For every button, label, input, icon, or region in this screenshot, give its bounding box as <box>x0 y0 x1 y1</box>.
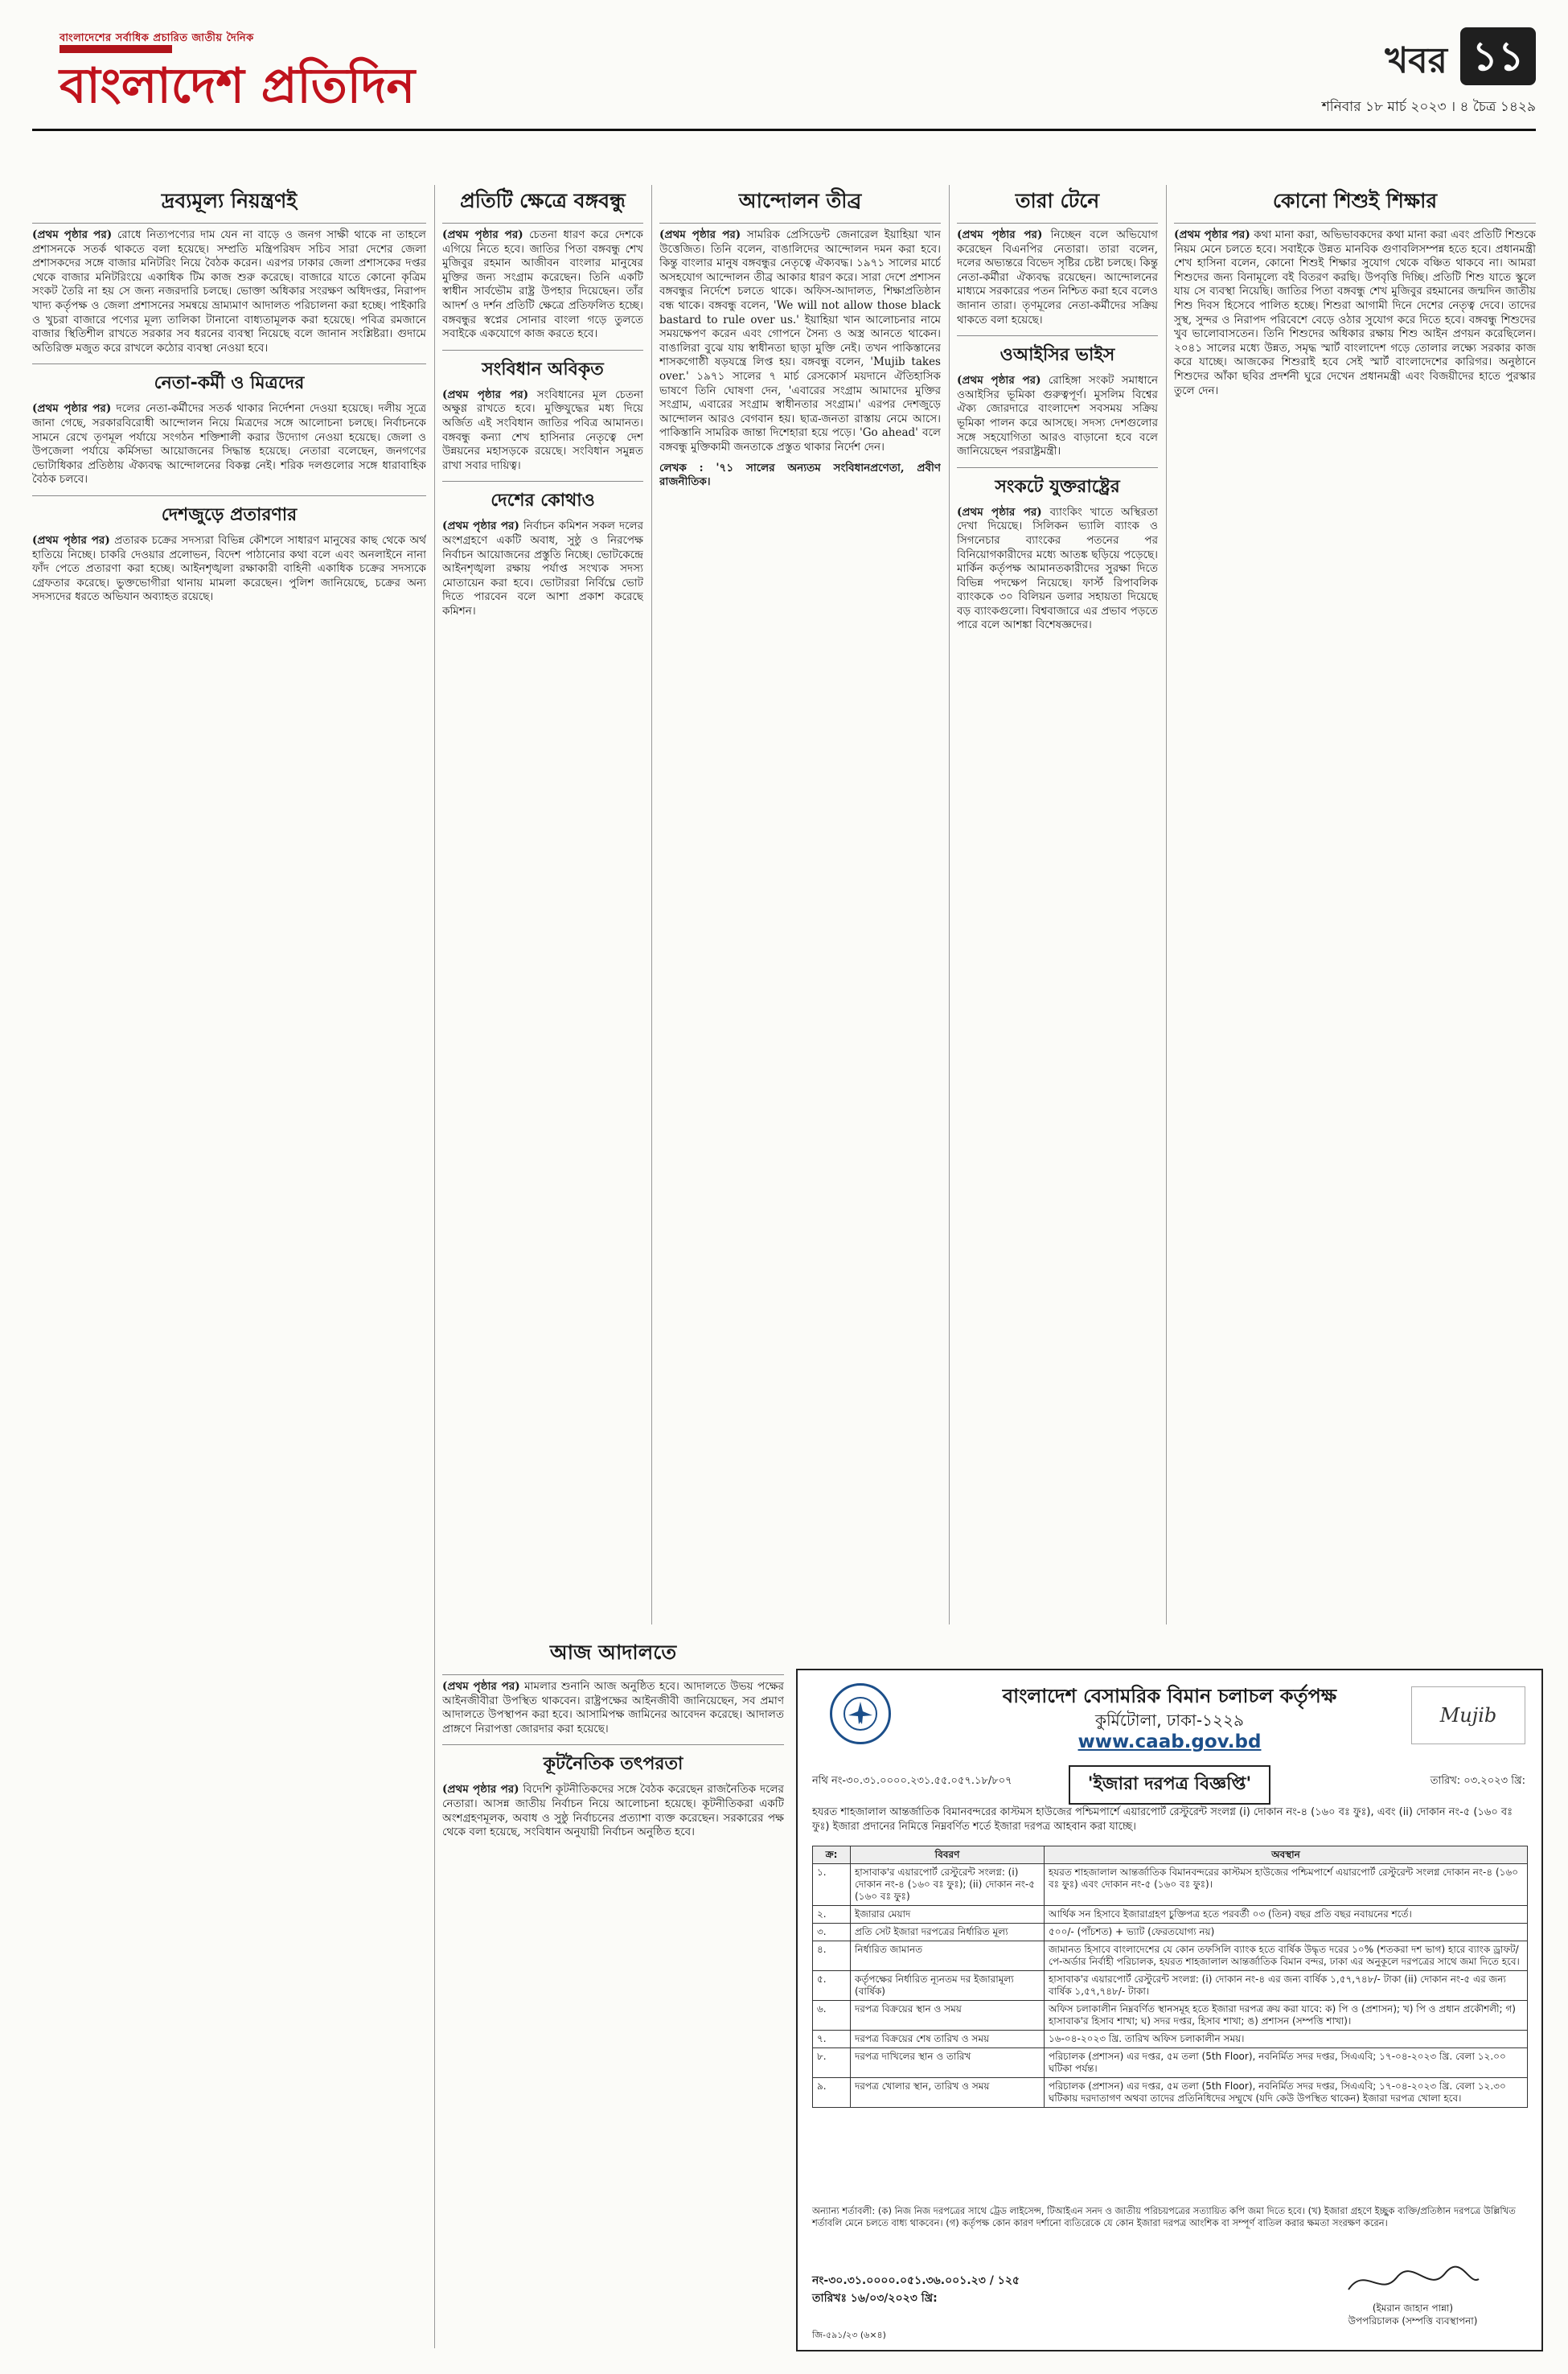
table-cell: ৬. <box>813 2001 851 2031</box>
mujib-logo: Mujib <box>1411 1686 1525 1744</box>
story-body <box>659 228 941 455</box>
story-headline: নেতা-কর্মী ও মিত্রদের <box>32 363 426 399</box>
table-cell: ৪. <box>813 1941 851 1971</box>
ad-intro: হযরত শাহজালাল আন্তর্জাতিক বিমানবন্দরের কাস্টমস হাউজের পশ্চিমপার্শে এয়ারপোর্ট রেস্টুরেন্ট সংলগ্ন (i) দোকান নং-৪ (১৬০ বঃ ফুঃ), এবং (ii) দোকান নং-৫ (১৬০ বঃ ফুঃ) ইজারা প্রদানের নিমিত্তে নিম্নবর্ণিত শর্তে ইজারা দরপত্র আহবান করা যাচ্ছে। <box>812 1806 1513 1833</box>
column-4 <box>957 185 1158 1624</box>
story-body <box>442 228 643 342</box>
signatory-name: (ইমরান জাহান পান্না) <box>1372 2302 1454 2314</box>
story-headline: দ্রব্যমূল্য নিয়ন্ত্রণই <box>32 185 426 224</box>
table-header-cell: বিবরণ <box>851 1846 1045 1864</box>
story-text: মামলার শুনানি আজ অনুষ্ঠিত হবে। আদালতে উভয় পক্ষের আইনজীবীরা উপস্থিত থাকবেন। রাষ্ট্রপক্ষের আইনজীবী জানিয়েছেন, সব প্রমাণ আদালতে উপস্থাপন করা হবে। আসামিপক্ষ জামিনের আবেদন করেছে। আদালত প্রাঙ্গণে নিরাপত্তা জোরদার করা হয়েছে। <box>442 1680 784 1735</box>
table-cell: অফিস চলাকালীন নিম্নবর্ণিত স্থানসমূহ হতে ইজারা দরপত্র ক্রয় করা যাবে: ক) পি ও (প্রশাসন); খ) পি ও প্রধান প্রকৌশলী; গ) হাসাবাক'র হিসাব শাখা; ঘ) সদর দপ্তর, হিসাব শাখা; ঙ) প্রশাসন (সম্পত্তি শাখা)। <box>1045 2001 1528 2031</box>
logo-strip <box>60 45 172 53</box>
newspaper-logo: বাংলাদেশ প্রতিদিন <box>60 58 416 114</box>
story-source: (প্রথম পৃষ্ঠার পর) <box>32 228 113 241</box>
ad-memo <box>812 2272 1020 2307</box>
story-body <box>442 520 643 618</box>
table-row <box>813 1906 1528 1924</box>
table-header-row <box>813 1846 1528 1864</box>
ad-notes: অন্যান্য শর্তাবলী: (ক) নিজ নিজ দরপত্রের সাথে ট্রেড লাইসেন্স, টিআইএন সনদ ও জাতীয় পরিচয়পত্রের সত্যায়িত কপি জমা দিতে হবে। (খ) ইজারা গ্রহণে ইচ্ছুক ব্যক্তি/প্রতিষ্ঠান দরপত্রে উল্লিখিত শর্তাবলি মেনে চলতে বাধ্য থাকবেন। (গ) কর্তৃপক্ষ কোন কারণ দর্শানো ব্যতিরেকে যে কোন ইজারা দরপত্র আংশিক বা সম্পূর্ণ বাতিল করার ক্ষমতা সংরক্ষণ করেন। <box>812 2205 1516 2228</box>
ad-reference: নথি নং-৩০.৩১.০০০০.২৩১.৫৫.০৫৭.১৮/৮০৭ <box>812 1775 1012 1787</box>
table-row <box>813 1924 1528 1941</box>
story-headline: সংবিধান অবিকৃত <box>442 350 643 385</box>
story-byline: লেখক : '৭১ সালের অন্যতম সংবিধানপ্রণেতা, প্রবীণ রাজনীতিক। <box>659 461 941 489</box>
story-body <box>32 228 426 355</box>
story-source: (প্রথম পৃষ্ঠার পর) <box>442 520 519 533</box>
ad-date: তারিখ: ০৩.২০২৩ খ্রি: <box>1430 1775 1525 1787</box>
column-3 <box>659 185 941 1624</box>
signatory-title: উপপরিচালক (সম্পত্তি ব্যবস্থাপনা) <box>1348 2315 1478 2327</box>
table-cell: পরিচালক (প্রশাসন) এর দপ্তর, ৫ম তলা (5th Floor), নবনির্মিত সদর দপ্তর, সিএএবি; ১৭-০৪-২০২৩ খ্রি. বেলা ১২.৩০ ঘটিকায় দরদাতাগণ অথবা তাদের প্রতিনিধিদের সম্মুখে (যদি কেউ উপস্থিত থাকেন) ইজারা দরপত্র খোলা হবে। <box>1045 2078 1528 2108</box>
table-cell: ৫. <box>813 1971 851 2001</box>
table-cell: দরপত্র খোলার স্থান, তারিখ ও সময় <box>851 2078 1045 2108</box>
table-cell: দরপত্র বিক্রয়ের স্থান ও সময় <box>851 2001 1045 2031</box>
story-source: (প্রথম পৃষ্ঠার পর) <box>957 228 1043 241</box>
column-2 <box>442 185 643 1624</box>
story-text: নিচ্ছেন বলে অভিযোগ করেছেন বিএনপির নেতারা। তারা বলেন, দলের অভ্যন্তরে বিভেদ সৃষ্টির চেষ্টা চলছে। কিন্তু নেতা-কর্মীরা ঐক্যবদ্ধ রয়েছেন। আন্দোলনের মাধ্যমে সরকারের পতন নিশ্চিত করা হবে বলেও জানান তারা। তৃণমূলের নেতা-কর্মীদের সক্রিয় থাকতে বলা হয়েছে। <box>957 228 1158 327</box>
ad-code: জি-৫৯১/২৩ (৬×৪) <box>812 2330 886 2340</box>
story-headline: প্রতিটি ক্ষেত্রে বঙ্গবন্ধু <box>442 185 643 224</box>
story-source: (প্রথম পৃষ্ঠার পর) <box>442 1783 519 1797</box>
story-text: রোহিঙ্গা সংকট সমাধানে ওআইসির ভূমিকা গুরুত্বপূর্ণ। মুসলিম বিশ্বের ঐক্য জোরদারে বাংলাদেশ সবসময় সক্রিয় ভূমিকা পালন করে আসছে। সদস্য দেশগুলোর সঙ্গে সহযোগিতা আরও বাড়ানো হবে বলে জানিয়েছেন পররাষ্ট্রমন্ত্রী। <box>957 374 1158 458</box>
table-row <box>813 1971 1528 2001</box>
story-text: নির্বাচন কমিশন সকল দলের অংশগ্রহণে একটি অবাধ, সুষ্ঠু ও নিরপেক্ষ নির্বাচন আয়োজনের প্রস্তুতি নিচ্ছে। ভোটকেন্দ্রে আইনশৃঙ্খলা রক্ষায় পর্যাপ্ত সংখ্যক সদস্য মোতায়েন করা হবে। ভোটাররা নির্বিঘ্নে ভোট দিতে পারবেন বলে আশা প্রকাশ করেছে কমিশন। <box>442 520 643 618</box>
table-row <box>813 1941 1528 1971</box>
story-text: চেতনা ধারণ করে দেশকে এগিয়ে নিতে হবে। জাতির পিতা বঙ্গবন্ধু শেখ মুজিবুর রহমান আজীবন বাংলার মানুষের মুক্তির জন্য সংগ্রাম করেছেন। তিনি একটি স্বাধীন সার্বভৌম রাষ্ট্র উপহার দিয়েছেন। তাঁর আদর্শ ও দর্শন প্রতিটি ক্ষেত্রে প্রতিফলিত হচ্ছে। বঙ্গবন্ধুর স্বপ্নের সোনার বাংলা গড়ে তুলতে সবাইকে একযোগে কাজ করতে হবে। <box>442 228 643 341</box>
table-cell: ইজারার মেয়াদ <box>851 1906 1045 1924</box>
story-text: কথা মানা করা, অভিভাবকদের কথা মানা করা এবং প্রতিটি শিশুকে নিয়ম মেনে চলতে হবে। সবাইকে উন্নত মানবিক গুণাবলিসম্পন্ন হতে হবে। প্রধানমন্ত্রী শেখ হাসিনা বলেন, কোনো শিশুই শিক্ষার সুযোগ থেকে বঞ্চিত থাকবে না। আমরা শিশুদের জন্য বিনামূল্যে বই বিতরণ করছি। উপবৃত্তি দিচ্ছি। প্রতিটি শিশু যাতে স্কুলে যায় সে ব্যবস্থা নিয়েছি। জাতির পিতা বঙ্গবন্ধু শেখ মুজিবুর রহমানের জন্মদিন জাতীয় শিশু দিবস হিসেবে পালিত হচ্ছে। শিশুরা আগামী দিনে দেশের নেতৃত্ব দেবে। তাদের সুস্থ, সুন্দর ও নিরাপদ পরিবেশে বেড়ে ওঠার সুযোগ করে দিতে হবে। বঙ্গবন্ধু শিশুদের খুব ভালোবাসতেন। তিনি শিশুদের অধিকার রক্ষায় শিশু আইন প্রণয়ন করেছিলেন। ২০৪১ সালের মধ্যে উন্নত, সমৃদ্ধ স্মার্ট বাংলাদেশ গড়ে তোলার লক্ষ্যে সরকার কাজ করে যাচ্ছে। আজকের শিশুরাই হবে সেই স্মার্ট বাংলাদেশের কারিগর। অনুষ্ঠানে শিশুদের আঁকা ছবির প্রদর্শনী ঘুরে দেখেন প্রধানমন্ত্রী এবং বিজয়ীদের হাতে পুরস্কার তুলে দেন। <box>1174 228 1536 397</box>
table-row <box>813 2001 1528 2031</box>
table-cell: জামানত হিসাবে বাংলাদেশের যে কোন তফসিলি ব্যাংক হতে বার্ষিক উদ্ধৃত দরের ১০% (শতকরা দশ ভাগ) হারে ব্যাংক ড্রাফট/পে-অর্ডার নির্বাহী পরিচালক, হযরত শাহজালাল আন্তর্জাতিক বিমান বন্দর, ঢাকা এর অনুকূলে দরপত্রের সাথে জমা দিতে হবে। <box>1045 1941 1528 1971</box>
table-cell: দরপত্র বিক্রয়ের শেষ তারিখ ও সময় <box>851 2031 1045 2048</box>
story-text: দলের নেতা-কর্মীদের সতর্ক থাকার নির্দেশনা দেওয়া হয়েছে। দলীয় সূত্রে জানা গেছে, সরকারবিরোধী আন্দোলন নিয়ে মিত্রদের সঙ্গে আলোচনা চলছে। নির্বাচনকে সামনে রেখে তৃণমূল পর্যায়ে সংগঠন শক্তিশালী করার উদ্যোগ নেওয়া হয়েছে। জেলা ও উপজেলা পর্যায়ে কর্মিসভা আয়োজনের সিদ্ধান্ত হয়েছে। নেতারা বলেছেন, জনগণের ভোটাধিকার প্রতিষ্ঠায় ঐক্যবদ্ধ আন্দোলনের বিকল্প নেই। শরিক দলগুলোর সঙ্গে ধারাবাহিক বৈঠক চলবে। <box>32 402 426 487</box>
signature-block <box>1308 2261 1517 2327</box>
table-cell: ৯. <box>813 2078 851 2108</box>
memo-date: তারিখঃ ১৬/০৩/২০২৩ খ্রি: <box>812 2292 938 2305</box>
table-cell: ৫০০/- (পাঁচশত) + ভ্যাট (ফেরতযোগ্য নয়) <box>1045 1924 1528 1941</box>
story-source: (প্রথম পৃষ্ঠার পর) <box>442 228 523 241</box>
table-header-cell: অবস্থান <box>1045 1846 1528 1864</box>
story-headline: সংকটে যুক্তরাষ্ট্রের <box>957 467 1158 503</box>
ad-title-text: 'ইজারা দরপত্র বিজ্ঞপ্তি' <box>1069 1765 1271 1805</box>
table-cell: হযরত শাহজালাল আন্তর্জাতিক বিমানবন্দরের কাস্টমস হাউজের পশ্চিমপার্শে এয়ারপোর্ট রেস্টুরেন্ট সংলগ্ন দোকান নং-৪ (১৬০ বঃ ফুঃ) এবং দোকান নং-৫ (১৬০ বঃ ফুঃ)। <box>1045 1864 1528 1906</box>
table-cell: ৮. <box>813 2048 851 2078</box>
masthead-tagline: বাংলাদেশের সর্বাধিক প্রচারিত জাতীয় দৈনিক <box>60 32 254 44</box>
story-body <box>442 1783 784 1839</box>
story-headline: আন্দোলন তীব্র <box>659 185 941 224</box>
column-1 <box>32 185 426 2348</box>
story-headline: দেশজুড়ে প্রতারণার <box>32 495 426 531</box>
story-body <box>442 1680 784 1736</box>
memo-number: নং-৩০.৩১.০০০০.০৫১.৩৬.০০১.২৩ / ১২৫ <box>812 2274 1020 2287</box>
ad-website-link[interactable]: www.caab.gov.bd <box>1077 1731 1262 1752</box>
story-body <box>442 388 643 474</box>
table-cell: ২. <box>813 1906 851 1924</box>
table-row <box>813 2031 1528 2048</box>
story-body <box>957 228 1158 327</box>
story-headline: কূটনৈতিক তৎপরতা <box>442 1744 784 1780</box>
tender-advertisement <box>796 1669 1543 2351</box>
ad-address: কুর্মিটোলা, ঢাকা-১২২৯ <box>1094 1711 1245 1730</box>
signature-scribble <box>1340 2261 1485 2302</box>
dateline: শনিবার ১৮ মার্চ ২০২৩ । ৪ চৈত্র ১৪২৯ <box>1321 99 1536 115</box>
story-text: সংবিধানের মূল চেতনা অক্ষুণ্ণ রাখতে হবে। মুক্তিযুদ্ধের মধ্য দিয়ে অর্জিত এই সংবিধান জাতির পবিত্র আমানত। বঙ্গবন্ধু কন্যা শেখ হাসিনার নেতৃত্বে দেশ উন্নয়নের মহাসড়কে রয়েছে। সংবিধান সমুন্নত রাখা সবার দায়িত্ব। <box>442 388 643 472</box>
table-cell: ১৬-০৪-২০২৩ খ্রি. তারিখ অফিস চলাকালীন সময়। <box>1045 2031 1528 2048</box>
table-cell: পরিচালক (প্রশাসন) এর দপ্তর, ৫ম তলা (5th Floor), নবনির্মিত সদর দপ্তর, সিএএবি; ১৭-০৪-২০২৩ খ্রি. বেলা ১২.০০ ঘটিকা পর্যন্ত। <box>1045 2048 1528 2078</box>
table-cell: প্রতি সেট ইজারা দরপত্রের নির্ধারিত মূল্য <box>851 1924 1045 1941</box>
story-source: (প্রথম পৃষ্ঠার পর) <box>957 374 1041 388</box>
table-cell: হাসাবাক'র এয়ারপোর্ট রেস্টুরেন্ট সংলগ্ন: (i) দোকান নং-৪ এর জন্য বার্ষিক ১,৫৭,৭৪৮/- টাকা (ii) দোকান নং-৫ এর জন্য বার্ষিক ১,৫৭,৭৪৮/- টাকা। <box>1045 1971 1528 2001</box>
story-body <box>32 534 426 605</box>
column-5 <box>1174 185 1536 1624</box>
table-header-cell: ক্র: <box>813 1846 851 1864</box>
signature-image <box>1308 2261 1517 2302</box>
story-headline: দেশের কোথাও <box>442 481 643 516</box>
table-row <box>813 1864 1528 1906</box>
story-text: প্রতারক চক্রের সদস্যরা বিভিন্ন কৌশলে সাধারণ মানুষের কাছ থেকে অর্থ হাতিয়ে নিচ্ছে। চাকরি দেওয়ার প্রলোভন, বিদেশ পাঠানোর কথা বলে এবং অনলাইনে নানা ফাঁদ পেতে প্রতারণা করা হচ্ছে। আইনশৃঙ্খলা রক্ষাকারী বাহিনী একাধিক চক্রের সদস্যকে গ্রেফতার করেছে। ভুক্তভোগীরা থানায় মামলা করেছেন। পুলিশ জানিয়েছে, চক্রের অন্য সদস্যদের ধরতে অভিযান অব্যাহত রয়েছে। <box>32 533 426 604</box>
story-headline: কোনো শিশুই শিক্ষার <box>1174 185 1536 224</box>
story-text: সামরিক প্রেসিডেন্ট জেনারেল ইয়াহিয়া খান উত্তেজিত। তিনি বলেন, বাঙালিদের আন্দোলন দমন করা হবে। কিন্তু বাংলার মানুষ বঙ্গবন্ধুর নেতৃত্বে ঐক্যবদ্ধ। ১৯৭১ সালের মার্চে অসহযোগ আন্দোলন তীব্র আকার ধারণ করে। সারা দেশে প্রশাসন বঙ্গবন্ধুর নির্দেশে চলতে থাকে। অফিস-আদালত, শিক্ষাপ্রতিষ্ঠান বন্ধ থাকে। বঙ্গবন্ধু বলেন, 'We will not allow those black bastard to rule over us.' ইয়াহিয়া খান আলোচনার নামে সময়ক্ষেপণ করেন এবং গোপনে সৈন্য ও অস্ত্র আনতে থাকেন। বাঙালিরা বুঝে যায় স্বাধীনতা ছাড়া মুক্তি নেই। তখন পাকিস্তানের শাসকগোষ্ঠী ষড়যন্ত্রে লিপ্ত হয়। বঙ্গবন্ধু বলেন, 'Mujib takes over.' ১৯৭১ সালের ৭ মার্চ রেসকোর্স ময়দানে ঐতিহাসিক ভাষণে তিনি ঘোষণা দেন, 'এবারের সংগ্রাম আমাদের মুক্তির সংগ্রাম, এবারের সংগ্রাম স্বাধীনতার সংগ্রাম।' এরপর দেশজুড়ে আন্দোলন আরও বেগবান হয়। ছাত্র-জনতা রাস্তায় নেমে আসে। পাকিস্তানি সামরিক জান্তা দিশেহারা হয়ে পড়ে। 'Go ahead' বলে বঙ্গবন্ধু মুক্তিকামী জনতাকে প্রস্তুত থাকার নির্দেশ দেন। <box>659 228 941 454</box>
story-source: (প্রথম পৃষ্ঠার পর) <box>442 388 529 401</box>
table-row <box>813 2078 1528 2108</box>
column-rule <box>949 185 950 1624</box>
story-source: (প্রথম পৃষ্ঠার পর) <box>32 402 112 416</box>
table-cell: কর্তৃপক্ষের নির্ধারিত ন্যূনতম দর ইজারামূল্য (বার্ষিক) <box>851 1971 1045 2001</box>
story-body <box>32 402 426 487</box>
story-source: (প্রথম পৃষ্ঠার পর) <box>1174 228 1250 241</box>
story-text: রোধে নিত্যপণ্যের দাম যেন না বাড়ে ও জনগ সাক্ষী থাকে না তাহলে প্রশাসনকে সতর্ক থাকতে বলা হয়েছে। সম্প্রতি মন্ত্রিপরিষদ সচিব সারা দেশের জেলা প্রশাসকদের সঙ্গে বাজার মনিটরিং নিয়ে বৈঠক করেন। এরপর ঢাকার জেলা প্রশাসকের দপ্তর থেকে বাজার মনিটরিংয়ে একাধিক টিম কাজ শুরু করেছে। বাজারে যাতে কোনো কৃত্রিম সংকট তৈরি না হয় সে জন্য নজরদারি চলছে। ভোক্তা অধিকার সংরক্ষণ অধিদপ্তর, নিরাপদ খাদ্য কর্তৃপক্ষ ও জেলা প্রশাসনের সমন্বয়ে ভ্রাম্যমাণ আদালত পরিচালনা করা হচ্ছে। পাইকারি ও খুচরা বাজারে পণ্যের মূল্য তালিকা টানানো বাধ্যতামূলক করা হয়েছে। পবিত্র রমজানে বাজার স্থিতিশীল রাখতে সরকার সব ধরনের ব্যবস্থা নিয়েছে বলে জানান সংশ্লিষ্টরা। গুদামে অতিরিক্ত মজুত করে রাখলে কঠোর ব্যবস্থা নেওয়া হবে। <box>32 228 426 355</box>
story-headline: ওআইসির ভাইস <box>957 335 1158 371</box>
table-cell: নির্ধারিত জামানত <box>851 1941 1045 1971</box>
story-text: বিদেশি কূটনীতিকদের সঙ্গে বৈঠক করেছেন রাজনৈতিক দলের নেতারা। আসন্ন জাতীয় নির্বাচন নিয়ে আলোচনা হয়েছে। কূটনীতিকরা একটি অংশগ্রহণমূলক, অবাধ ও সুষ্ঠু নির্বাচনের প্রত্যাশা ব্যক্ত করেছেন। সরকারের পক্ষ থেকে বলা হয়েছে, সংবিধান অনুযায়ী নির্বাচন অনুষ্ঠিত হবে। <box>442 1783 784 1839</box>
story-headline: তারা টেনে <box>957 185 1158 224</box>
story-source: (প্রথম পৃষ্ঠার পর) <box>442 1680 520 1693</box>
story-source: (প্রথম পৃষ্ঠার পর) <box>32 533 110 547</box>
story-text: ব্যাংকিং খাতে অস্থিরতা দেখা দিয়েছে। সিলিকন ভ্যালি ব্যাংক ও সিগনেচার ব্যাংকের পতনের পর বিনিয়োগকারীদের মধ্যে আতঙ্ক ছড়িয়ে পড়েছে। মার্কিন কর্তৃপক্ষ আমানতকারীদের সুরক্ষা দিতে বিভিন্ন পদক্ষেপ নিয়েছে। ফার্স্ট রিপাবলিক ব্যাংককে ৩০ বিলিয়ন ডলার সহায়তা দিয়েছে বড় ব্যাংকগুলো। বিশ্ববাজারে এর প্রভাব পড়তে পারে বলে আশঙ্কা বিশেষজ্ঞদের। <box>957 505 1158 632</box>
story-body <box>957 506 1158 633</box>
table-cell: ৩. <box>813 1924 851 1941</box>
story-source: (প্রথম পৃষ্ঠার পর) <box>659 228 741 241</box>
story-body <box>957 374 1158 459</box>
story-headline: আজ আদালতে <box>442 1637 784 1675</box>
table-cell: আর্থিক সন হিসাবে ইজারাগ্রহণ চুক্তিপত্র হতে পরবর্তী ০৩ (তিন) বছর প্রতি বছর নবায়নের শর্তে। <box>1045 1906 1528 1924</box>
table-cell: ১. <box>813 1864 851 1906</box>
column-rule <box>1166 185 1167 1624</box>
ad-organisation: বাংলাদেশ বেসামরিক বিমান চলাচল কর্তৃপক্ষ <box>1002 1685 1337 1707</box>
table-cell: হাসাবাক'র এয়ারপোর্ট রেস্টুরেন্ট সংলগ্ন: (i) দোকান নং-৪ (১৬০ বঃ ফুঃ); (ii) দোকান নং-৫ (১৬০ বঃ ফুঃ) <box>851 1864 1045 1906</box>
section-name: খবর <box>1385 40 1447 81</box>
tender-table <box>812 1846 1528 2108</box>
masthead <box>32 16 1536 131</box>
story-source: (প্রথম পৃষ্ঠার পর) <box>957 505 1042 519</box>
column-rule <box>434 185 435 2348</box>
page-number: ১১ <box>1460 27 1536 85</box>
column-rule <box>651 185 652 1624</box>
table-row <box>813 2048 1528 2078</box>
story-body <box>1174 228 1536 398</box>
column-middle-band <box>442 1637 784 2348</box>
table-cell: ৭. <box>813 2031 851 2048</box>
table-cell: দরপত্র দাখিলের স্থান ও তারিখ <box>851 2048 1045 2078</box>
